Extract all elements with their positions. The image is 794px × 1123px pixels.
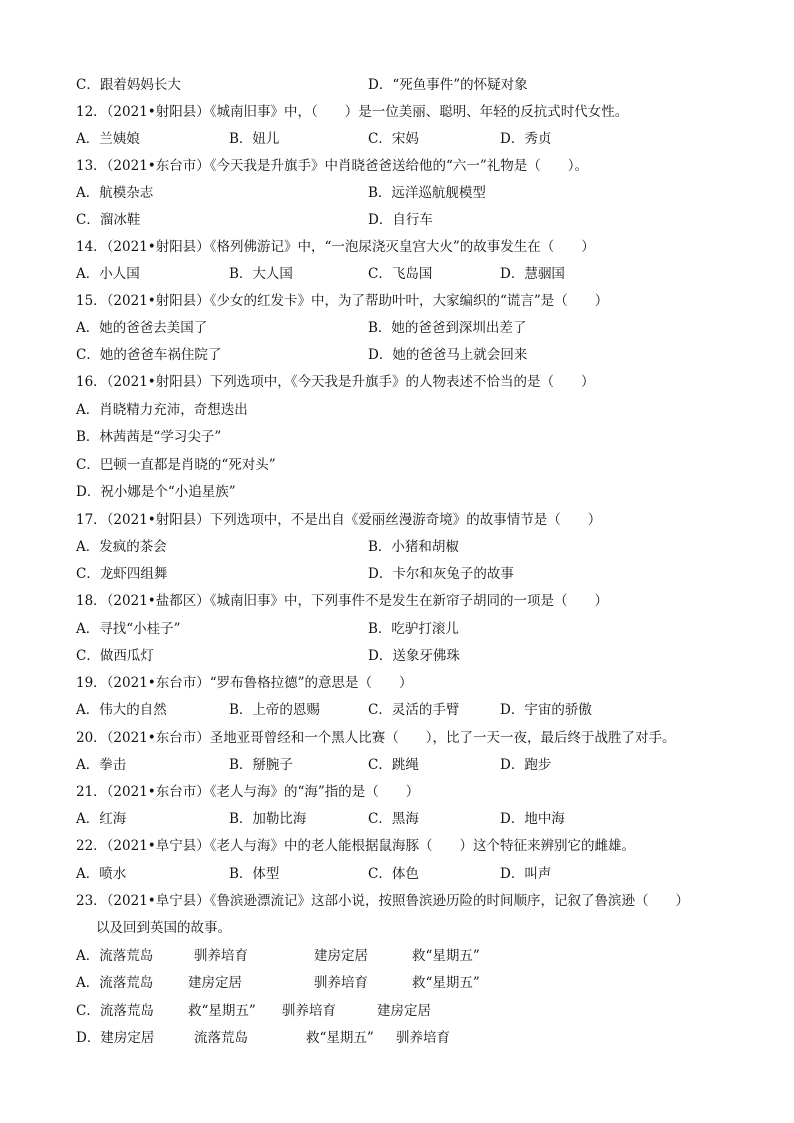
options-row (76, 72, 754, 99)
option-b: B．加勒比海 (229, 811, 307, 827)
option-a: A．航模杂志 (76, 185, 154, 201)
option-d: D．卡尔和灰兔子的故事 (368, 566, 514, 582)
option-c-step-3: 驯养培育 (282, 1003, 336, 1019)
option-a-step-2: 驯养培育 (194, 948, 248, 964)
options-row (76, 616, 754, 643)
options-row (76, 943, 754, 970)
option-b: B．小猪和胡椒 (368, 539, 459, 555)
question-23-stem-continued: 以及回到英国的故事。 (96, 920, 231, 936)
options-row (76, 861, 754, 888)
option-a: A．伟大的自然 (76, 702, 167, 718)
option-c: C．飞岛国 (368, 266, 433, 282)
option-b: B．远洋巡航舰模型 (368, 185, 486, 201)
question-12-stem: 12．（2021•射阳县）《城南旧事》中，（ ）是一位美丽、聪明、年轻的反抗式时代女性。 (76, 104, 629, 120)
option-b: B．妞儿 (229, 131, 280, 147)
options-row (76, 752, 754, 779)
option-a: A．拳击 (76, 757, 127, 773)
option-d: D．送象牙佛珠 (368, 648, 460, 664)
option-a: A．喷水 (76, 866, 127, 882)
option-d-step-4: 驯养培育 (396, 1030, 450, 1046)
options-row (76, 261, 754, 288)
option-c: C．做西瓜灯 (76, 648, 154, 664)
option-b: B．吃驴打滚儿 (368, 621, 459, 637)
option-c: C．黑海 (368, 811, 419, 827)
options-row (76, 561, 754, 588)
option-c: C．龙虾四组舞 (76, 566, 168, 582)
option-c: C．宋妈 (368, 131, 419, 147)
options-row (76, 126, 754, 153)
option-d: D．慧骃国 (500, 266, 565, 282)
option-b: B．林茜茜是“学习尖子” (76, 429, 222, 445)
options-row (76, 806, 754, 833)
question-16-stem: 16．（2021•射阳县）下列选项中，《今天我是升旗手》的人物表述不恰当的是（ ） (76, 374, 595, 390)
question-18-stem: 18．（2021•盐都区）《城南旧事》中，下列事件不是发生在新帘子胡同的一项是（ ） (76, 593, 608, 609)
option-d-step-1: D．建房定居 (76, 1030, 155, 1046)
options-row (76, 697, 754, 724)
option-c: C．跟着妈妈长大 (76, 77, 181, 93)
option-a: A．寻找“小桂子” (76, 621, 181, 637)
options-row (76, 207, 754, 234)
option-b-step-4: 救“星期五” (412, 975, 480, 991)
question-13-stem: 13．（2021•东台市）《今天我是升旗手》中肖晓爸爸送给他的“六一”礼物是（ ）。 (76, 158, 589, 174)
option-c-step-1: C．流落荒岛 (76, 1003, 154, 1019)
option-b: B．她的爸爸到深圳出差了 (368, 320, 527, 336)
option-d-step-3: 救“星期五” (306, 1030, 374, 1046)
question-23-stem: 23．（2021•阜宁县）《鲁滨逊漂流记》这部小说，按照鲁滨逊历险的时间顺序，记叙了鲁滨逊（ ） (76, 893, 689, 909)
option-d: D．秀贞 (500, 131, 552, 147)
option-b: B．掰腕子 (229, 757, 293, 773)
option-d: D．地中海 (500, 811, 565, 827)
options-row (76, 180, 754, 207)
question-17-stem: 17．（2021•射阳县）下列选项中，不是出自《爱丽丝漫游奇境》的故事情节是（ ） (76, 512, 602, 528)
options-row (76, 998, 754, 1025)
option-b: B．体型 (229, 866, 280, 882)
option-b: B．上帝的恩赐 (229, 702, 320, 718)
option-c: C．她的爸爸车祸住院了 (76, 347, 222, 363)
option-c-step-4: 建房定居 (377, 1003, 431, 1019)
option-b-step-3: 驯养培育 (314, 975, 368, 991)
question-22-stem: 22．（2021•阜宁县）《老人与海》中的老人能根据鼠海豚（ ）这个特征来辨别它的雌雄。 (76, 838, 635, 854)
option-d: D．跑步 (500, 757, 552, 773)
options-row (76, 534, 754, 561)
option-a: A．红海 (76, 811, 127, 827)
option-a-step-3: 建房定居 (314, 948, 368, 964)
option-a-step-4: 救“星期五” (412, 948, 480, 964)
option-c: C．跳绳 (368, 757, 419, 773)
option-b: B．大人国 (229, 266, 293, 282)
option-c: C．巴顿一直都是肖晓的“死对头” (76, 457, 276, 473)
option-c: C．灵活的手臂 (368, 702, 460, 718)
question-20-stem: 20．（2021•东台市）圣地亚哥曾经和一个黑人比赛（ ），比了一天一夜，最后终于战胜了对手。 (76, 730, 676, 746)
question-15-stem: 15．（2021•射阳县）《少女的红发卡》中，为了帮助叶叶，大家编织的“谎言”是（ ） (76, 293, 609, 309)
option-c: C．溜冰鞋 (76, 212, 141, 228)
option-d: D．“死鱼事件”的怀疑对象 (368, 77, 528, 93)
option-a-step-1: A．流落荒岛 (76, 948, 154, 964)
option-a: A．她的爸爸去美国了 (76, 320, 208, 336)
options-row (76, 970, 754, 997)
option-d: D．她的爸爸马上就会回来 (368, 347, 528, 363)
option-a: A．兰姨娘 (76, 131, 140, 147)
option-d: D．祝小娜是个“小追星族” (76, 484, 236, 500)
options-row (76, 1025, 754, 1052)
option-b-step-2: 建房定居 (188, 975, 242, 991)
question-19-stem: 19．（2021•东台市）“罗布鲁格拉德”的意思是（ ） (76, 675, 413, 691)
question-21-stem: 21．（2021•东台市）《老人与海》的“海”指的是（ ） (76, 784, 420, 800)
option-c: C．体色 (368, 866, 419, 882)
option-d: D．叫声 (500, 866, 552, 882)
options-row (76, 315, 754, 342)
option-d: D．宇宙的骄傲 (500, 702, 592, 718)
option-a: A．肖晓精力充沛，奇想迭出 (76, 402, 248, 418)
option-a: A．发疯的茶会 (76, 539, 167, 555)
option-d: D．自行车 (368, 212, 433, 228)
question-14-stem: 14．（2021•射阳县）《格列佛游记》中，“一泡尿浇灭皇宫大火”的故事发生在（ ） (76, 239, 595, 255)
option-d-step-2: 流落荒岛 (194, 1030, 248, 1046)
option-b-step-1: A．流落荒岛 (76, 975, 154, 991)
options-row (76, 643, 754, 670)
options-row (76, 342, 754, 369)
option-a: A．小人国 (76, 266, 140, 282)
option-c-step-2: 救“星期五” (188, 1003, 256, 1019)
